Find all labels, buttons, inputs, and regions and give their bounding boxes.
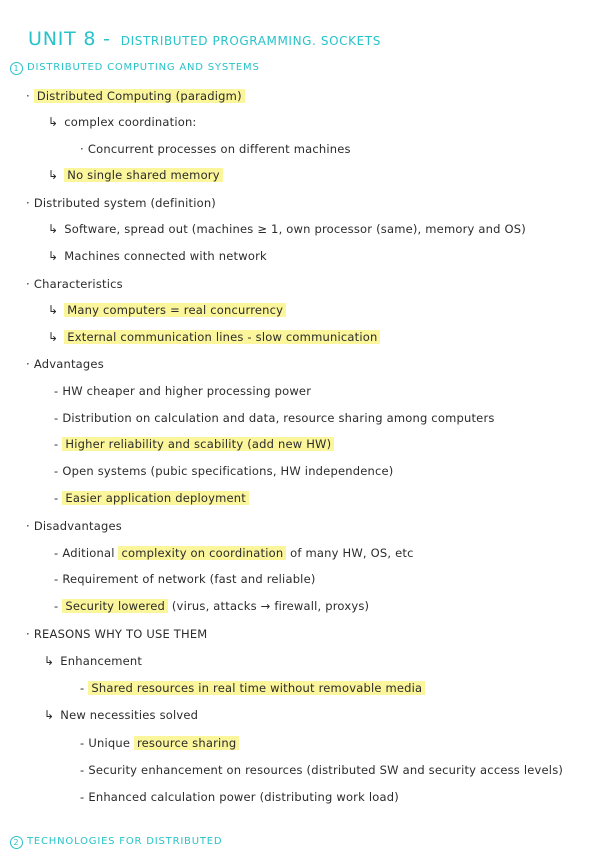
arrow-icon: ↳ [48, 168, 59, 182]
note-line: · Distributed system (definition) [26, 196, 216, 210]
note-line: · Disadvantages [26, 519, 122, 533]
note-line: - Security enhancement on resources (distributed SW and security access levels) [80, 763, 564, 777]
note-line: - HW cheaper and higher processing power [54, 384, 312, 398]
note-line: ↳ complex coordination: [48, 115, 197, 129]
arrow-icon: ↳ [44, 708, 55, 722]
section-heading-1 [10, 62, 260, 75]
note-line: ↳ Enhancement [44, 654, 143, 668]
note-line: · REASONS WHY TO USE THEM [26, 627, 208, 641]
note-line: ↳ Many computers = real concurrency [48, 302, 286, 318]
section-heading-2-partial: 2 TECHNOLOGIES FOR DISTRIBUTED [10, 836, 222, 849]
note-line: ↳ Software, spread out (machines ≥ 1, own processor (same), memory and OS) [48, 222, 526, 236]
note-line: · Concurrent processes on different machines [80, 142, 351, 156]
section-label: DISTRIBUTED COMPUTING AND SYSTEMS [27, 62, 260, 73]
arrow-icon: ↳ [48, 249, 59, 263]
note-line: - Requirement of network (fast and reliable) [54, 572, 316, 586]
section-number: 1 [10, 62, 23, 75]
note-line: - Shared resources in real time without removable media [80, 680, 425, 696]
note-line: - Security lowered (virus, attacks → firewall, proxys) [54, 599, 370, 613]
note-line: ↳ New necessities solved [44, 708, 199, 722]
note-line: - Distribution on calculation and data, resource sharing among computers [54, 411, 495, 425]
unit-title [28, 28, 381, 50]
note-line: - Enhanced calculation power (distributing work load) [80, 790, 399, 804]
unit-label: UNIT 8 - [28, 28, 111, 50]
note-line: - Higher reliability and scability (add new HW) [54, 436, 334, 452]
note-line: - Open systems (pubic specifications, HW independence) [54, 464, 394, 478]
arrow-icon: ↳ [44, 654, 55, 668]
arrow-icon: ↳ [48, 222, 59, 236]
note-line: ↳ External communication lines - slow communication [48, 329, 380, 345]
arrow-icon: ↳ [48, 330, 59, 344]
unit-topic: DISTRIBUTED PROGRAMMING. SOCKETS [120, 34, 381, 48]
note-line: ↳ Machines connected with network [48, 249, 267, 263]
note-line: · Characteristics [26, 277, 123, 291]
note-line: · Distributed Computing (paradigm) [26, 88, 245, 104]
note-line: ↳ No single shared memory [48, 167, 223, 183]
arrow-icon: ↳ [48, 303, 59, 317]
note-line: - Aditional complexity on coordination of many HW, OS, etc [54, 546, 414, 560]
arrow-icon: ↳ [48, 115, 59, 129]
note-line: - Easier application deployment [54, 490, 249, 506]
note-line: - Unique resource sharing [80, 735, 239, 751]
note-line: · Advantages [26, 357, 104, 371]
